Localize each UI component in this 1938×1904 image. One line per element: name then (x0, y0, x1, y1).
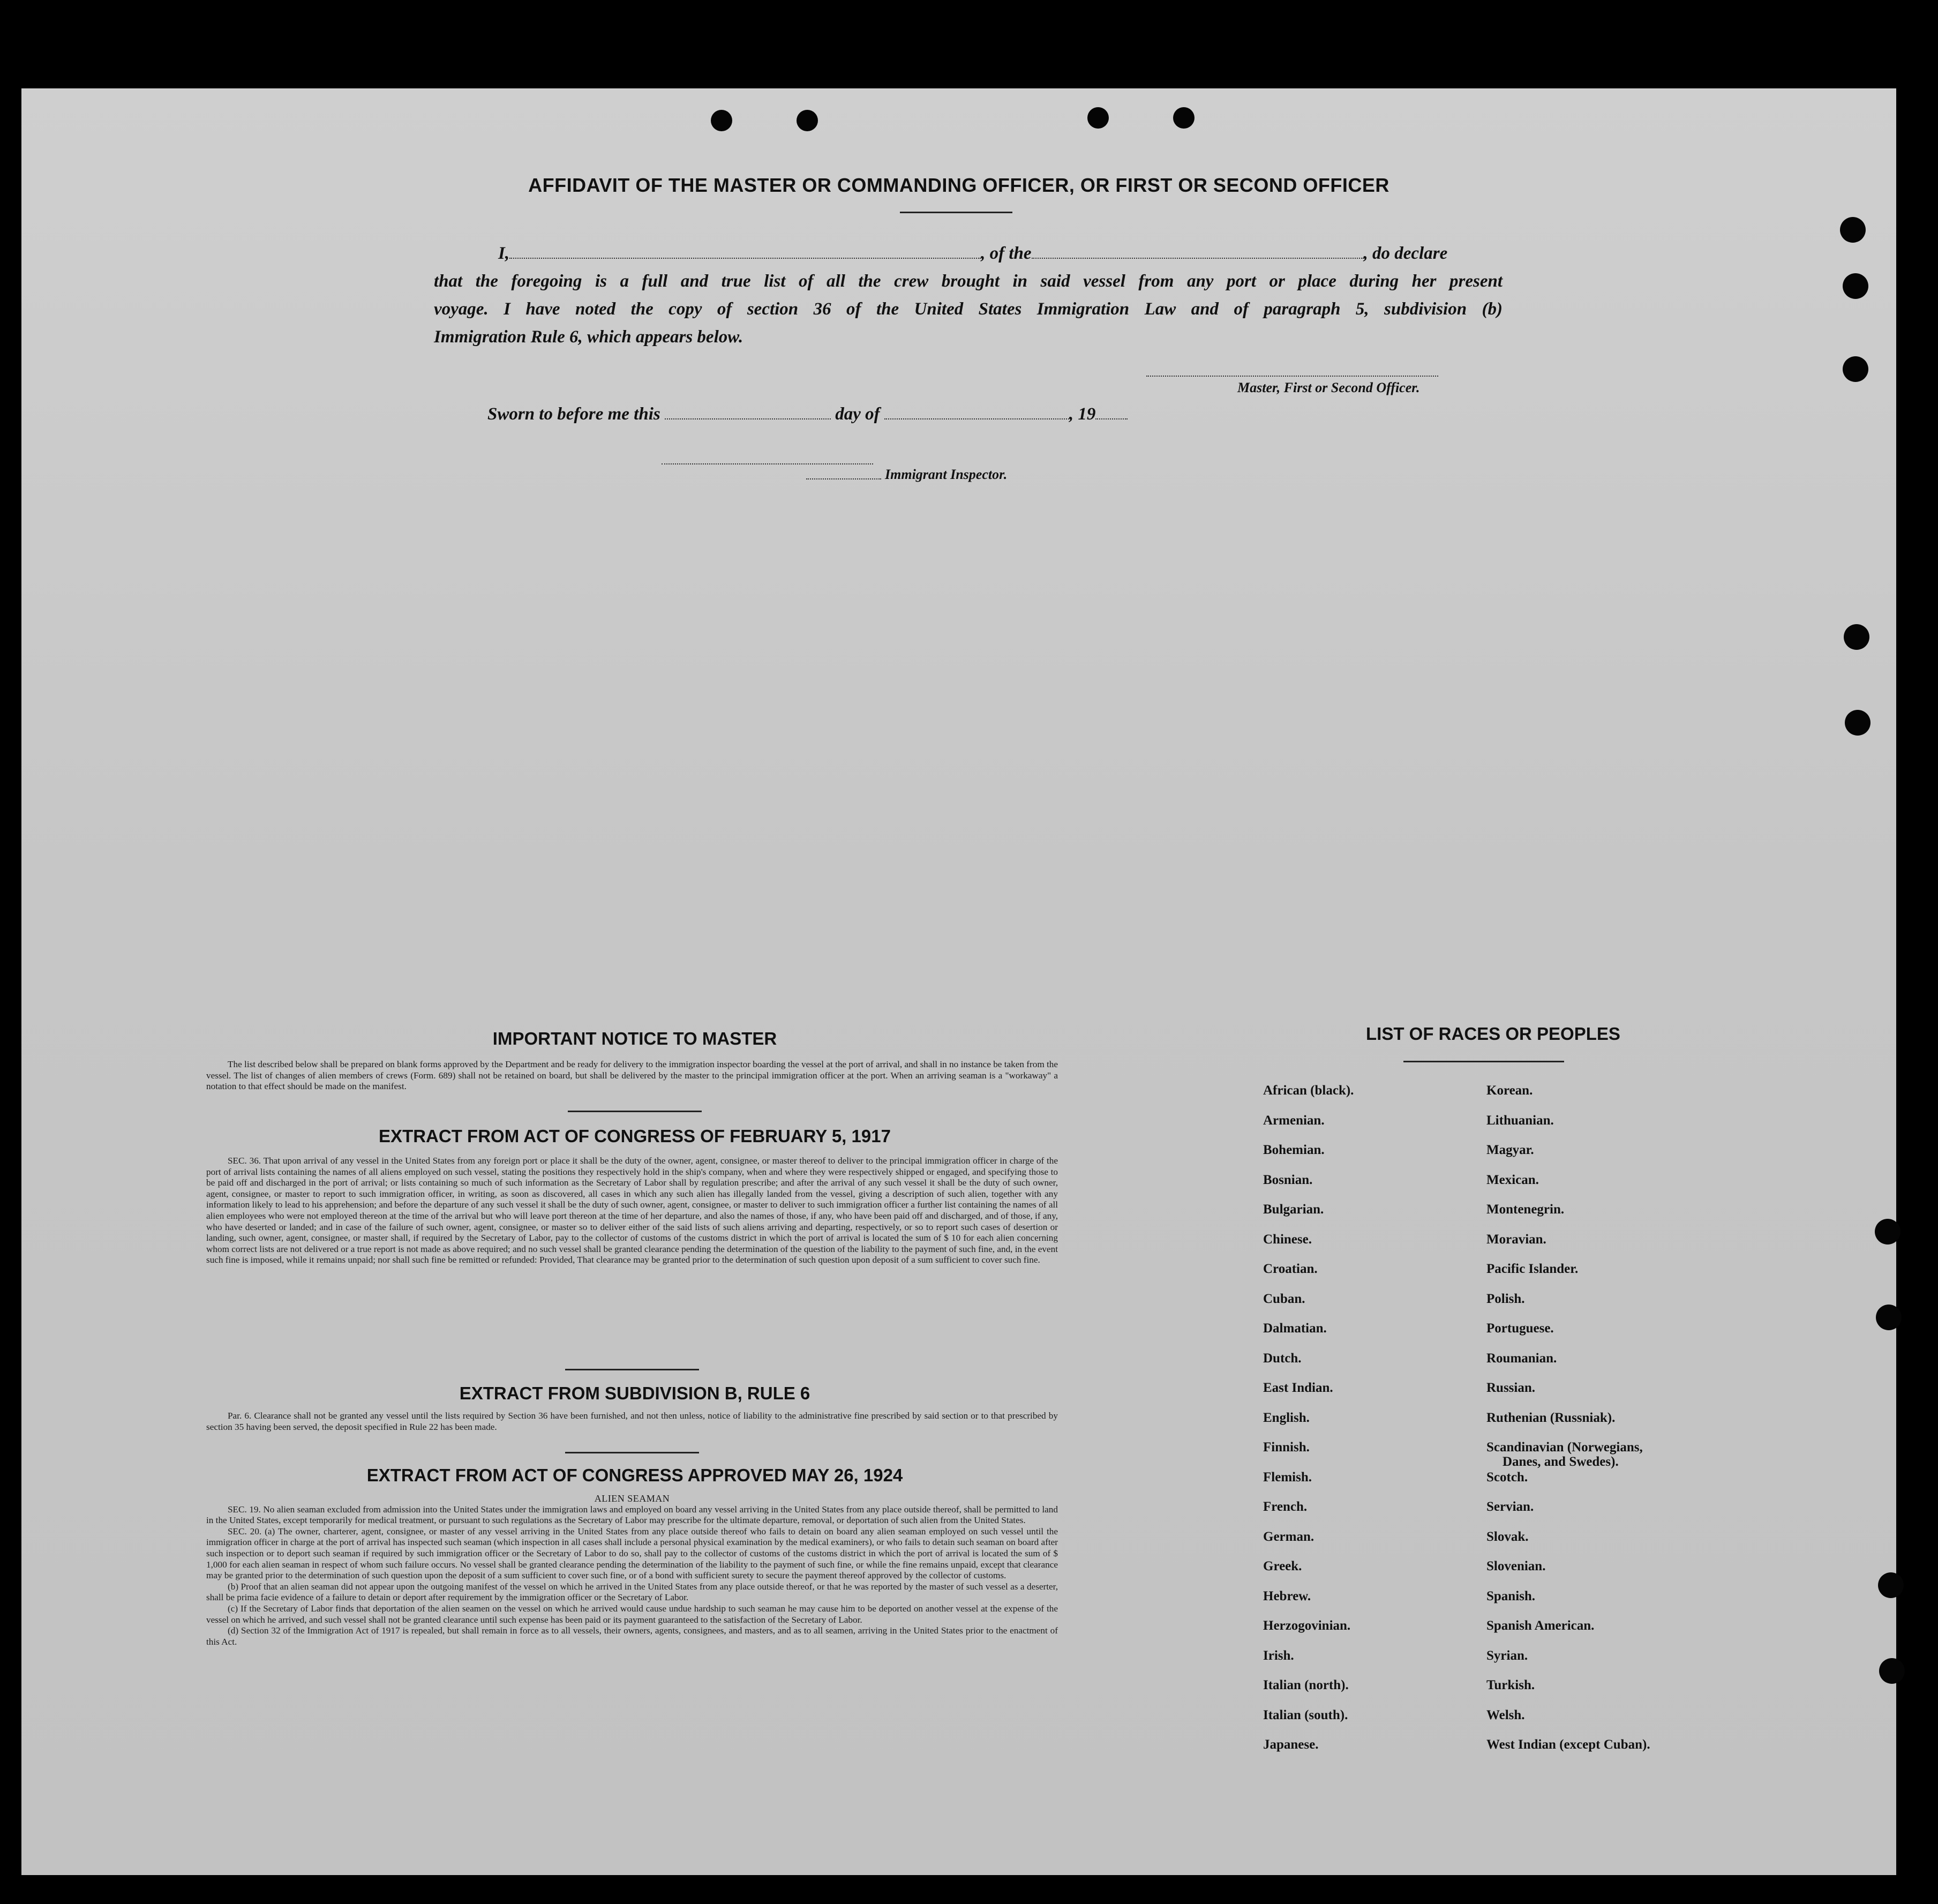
section-divider (565, 1369, 699, 1370)
race-item: Cuban. (1263, 1291, 1305, 1306)
race-item: Greek. (1263, 1559, 1302, 1573)
sworn-month-field[interactable] (884, 404, 1069, 419)
race-item: Turkish. (1486, 1678, 1535, 1692)
race-item: Irish. (1263, 1648, 1294, 1663)
extract-rule6-title: EXTRACT FROM SUBDIVISION B, RULE 6 (459, 1383, 810, 1403)
punch-hole (1840, 217, 1866, 243)
races-title: LIST OF RACES OR PEOPLES (1366, 1024, 1620, 1044)
extract-1917-text: SEC. 36. That upon arrival of any vessel in the United States from any foreign port or place it shall be the duty of the owner, agent, consignee, or master thereof to deliver to the principal immigration officer in charge of the port of arrival lists containing the names of all aliens employed on such vessel, stating the positions they respectively hold in the ship's company, when and where they were respectively shipped or engaged, and specifying those to be paid off and discharged in the port of arrival; or lists containing so much of such information as the Secretary of Labor shall by regulation prescribe; and after the arrival of any such vessel it shall be the duty of such owner, agent, consignee, or master to report to such immigration officer, in writing, as soon as discovered, all cases in which any such alien has illegally landed from the vessel, giving a description of such alien, together with any information likely to lead to his apprehension; and before the departure of any such vessel it shall be the duty of such owner, agent, consignee, or master to deliver to such immigration officer a further list containing the names of all alien employees who were not employed thereon at the time of the arrival but who will leave port thereon at the time of her departure, and also the names of those, if any, who have been paid off and discharged, and of those, if any, who have deserted or landed; and in case of the failure of such owner, agent, consignee, or master so to deliver either of the said lists of such aliens arriving and departing, respectively, or so to report such cases of desertion or landing, such owner, agent, consignee, or master shall, if required by the Secretary of Labor, pay to the collector of customs of the customs district in which the port of arrival is located the sum of $ 10 for each alien concerning whom correct lists are not delivered or a true report is not made as above required; and no such vessel shall be granted clearance pending the determination of the question of the liability to the payment of such fine, and, in the event such fine is imposed, while it remains unpaid; nor shall such fine be remitted or refunded: Provided, That clearance may be granted prior to the determination of such question upon deposit of a sum sufficient to cover such fine. (206, 1156, 1058, 1265)
extract-1924-paragraph: (d) Section 32 of the Immigration Act of 1917 is repealed, but shall remain in force as to all vessels, their owners, agents, consignees, and masters, and as to all seamen, arriving in the United States prior to the enactment of this Act. (206, 1625, 1058, 1647)
race-item: Syrian. (1486, 1648, 1528, 1663)
punch-hole (1879, 1658, 1905, 1684)
sworn-day-field[interactable] (665, 404, 831, 419)
punch-hole (1843, 273, 1868, 299)
inspector-caption-leader (806, 478, 881, 479)
affidavit-line-4: Immigration Rule 6, which appears below. (434, 327, 743, 347)
race-item: Welsh. (1486, 1707, 1525, 1722)
race-item: West Indian (except Cuban). (1486, 1737, 1650, 1752)
vessel-field[interactable] (1032, 244, 1364, 259)
race-item: Italian (north). (1263, 1678, 1349, 1692)
extract-1924-subtitle: ALIEN SEAMAN (594, 1493, 670, 1504)
extract-1924-paragraph: (b) Proof that an alien seaman did not appear upon the outgoing manifest of the vessel on which he arrived in the United States from any place outside thereof, or that he was reported by the master of such vessel as a deserter, shall be prima facie evidence of a failure to detain or deport after requirement by the immigration officer or the Secretary of Labor. (206, 1581, 1058, 1603)
punch-hole (797, 110, 818, 131)
race-item: Japanese. (1263, 1737, 1319, 1752)
race-item: Italian (south). (1263, 1707, 1348, 1722)
race-item: Finnish. (1263, 1440, 1310, 1455)
race-item: Mexican. (1486, 1172, 1539, 1187)
race-item: Chinese. (1263, 1232, 1312, 1247)
race-item: Moravian. (1486, 1232, 1546, 1247)
race-item: Polish. (1486, 1291, 1525, 1306)
race-item: Croatian. (1263, 1262, 1318, 1276)
master-caption: Master, First or Second Officer. (1237, 380, 1420, 395)
section-divider (565, 1452, 699, 1453)
sworn-year-field[interactable] (1095, 404, 1128, 419)
punch-hole (1876, 1305, 1902, 1330)
punch-hole (1875, 1219, 1901, 1245)
race-item: Montenegrin. (1486, 1202, 1565, 1217)
race-item: French. (1263, 1500, 1308, 1514)
race-item: Spanish American. (1486, 1618, 1595, 1633)
affidavit-line-1: I, , of the , do declare (498, 244, 1448, 263)
race-item: Dutch. (1263, 1351, 1302, 1366)
race-item: English. (1263, 1410, 1310, 1425)
race-item: Spanish. (1486, 1588, 1536, 1603)
race-item: Magyar. (1486, 1143, 1534, 1157)
inspector-caption: Immigrant Inspector. (885, 467, 1008, 482)
race-item: African (black). (1263, 1083, 1354, 1098)
race-item: Hebrew. (1263, 1588, 1311, 1603)
sworn-line: Sworn to before me this day of , 19 (487, 404, 1237, 424)
race-item: Slovenian. (1486, 1559, 1546, 1573)
race-item: Danes, and Swedes). (1503, 1455, 1619, 1469)
race-item: Russian. (1486, 1381, 1536, 1395)
punch-hole (711, 110, 732, 131)
extract-1924-text (206, 1493, 1058, 1647)
affidavit-title: AFFIDAVIT OF THE MASTER OR COMMANDING OFFICER, OR FIRST OR SECOND OFFICER (528, 174, 1389, 196)
extract-1917-title: EXTRACT FROM ACT OF CONGRESS OF FEBRUARY 5, 1917 (379, 1126, 891, 1146)
affidavit-line-3: voyage. I have noted the copy of section 36 of the United States Immigration Law and of paragraph 5, subdivision (b) (434, 299, 1503, 319)
race-item: Pacific Islander. (1486, 1262, 1579, 1276)
affidavit-line-2: that the foregoing is a full and true list of all the crew brought in said vessel from any port or place during her present (434, 272, 1503, 291)
race-item: Bosnian. (1263, 1172, 1313, 1187)
inspector-signature-line[interactable] (662, 463, 873, 464)
race-item: Ruthenian (Russniak). (1486, 1410, 1616, 1425)
punch-hole (1087, 107, 1109, 129)
extract-1924-paragraph: (c) If the Secretary of Labor finds that deportation of the alien seamen on the vessel on which he arrived would cause undue hardship to such seaman he may cause him to be deported on another vessel at the expense of the vessel on which he arrived, and such vessel shall not be granted clearance until such expense has been paid or its payment guaranteed to the satisfaction of the Secretary of Labor. (206, 1603, 1058, 1625)
punch-hole (1844, 624, 1869, 650)
race-item: Servian. (1486, 1500, 1534, 1514)
form-page (21, 88, 1896, 1875)
race-item: Korean. (1486, 1083, 1533, 1098)
race-item: East Indian. (1263, 1381, 1333, 1395)
notice-title: IMPORTANT NOTICE TO MASTER (492, 1029, 777, 1048)
punch-hole (1878, 1572, 1904, 1598)
race-item: Scandinavian (Norwegians, (1486, 1440, 1643, 1455)
race-item: Lithuanian. (1486, 1113, 1554, 1128)
master-signature-line[interactable] (1146, 376, 1438, 377)
race-item: Herzogovinian. (1263, 1618, 1351, 1633)
notice-text: The list described below shall be prepared on blank forms approved by the Department and be ready for delivery to the immigration inspector boarding the vessel at the port of arrival, and shall in no instance be taken from the vessel. The list of changes of alien members of crews (Form. 689) shall not be retained on board, but shall be delivered by the master to the principal immigration officer at the port. When an arriving seaman is a "workaway" a notation to that effect should be made on the manifest. (206, 1059, 1058, 1092)
race-item: Slovak. (1486, 1529, 1529, 1544)
race-item: Portuguese. (1486, 1321, 1554, 1336)
punch-hole (1843, 356, 1868, 382)
name-field[interactable] (509, 244, 981, 259)
race-item: Armenian. (1263, 1113, 1325, 1128)
extract-1924-paragraph: SEC. 19. No alien seaman excluded from admission into the United States under the immigration laws and employed on board any vessel arriving in the United States from any place outside thereof, shall be permitted to land in the United States, except temporarily for medical treatment, or pursuant to such regulations as the Secretary of Labor may prescribe for the ultimate departure, removal, or deportation of such alien from the United States. (206, 1504, 1058, 1526)
races-divider (1403, 1061, 1564, 1062)
punch-hole (1845, 710, 1871, 736)
race-item: Scotch. (1486, 1470, 1528, 1485)
title-divider (900, 212, 1012, 213)
race-item: Flemish. (1263, 1470, 1312, 1485)
extract-1924-title: EXTRACT FROM ACT OF CONGRESS APPROVED MAY 26, 1924 (366, 1465, 903, 1485)
race-item: Dalmatian. (1263, 1321, 1327, 1336)
extract-rule6-text: Par. 6. Clearance shall not be granted any vessel until the lists required by Section 36 have been furnished, and not then unless, notice of liability to the administrative fine prescribed by said section or to that prescribed by section 35 having been served, the deposit specified in Rule 22 has been made. (206, 1411, 1058, 1432)
extract-1924-paragraph: SEC. 20. (a) The owner, charterer, agent, consignee, or master of any vessel arriving in the United States from any place outside thereof who fails to detain on board any alien seaman employed on such vessel until the immigration officer in charge at the port of arrival has inspected such seaman (which inspection in all cases shall include a personal physical examination by the medical examiners), or who fails to detain such seaman on board after such inspection or to deport such seaman if required by such immigration officer or the Secretary of Labor to do so, shall pay to the collector of customs of the customs district in which the port of arrival is located the sum of $ 1,000 for each alien seaman in respect of whom such failure occurs. No vessel shall be granted clearance pending the determination of the liability to the payment of such fine, or while the fine remains unpaid, except that clearance may be granted prior to the determination of such question upon the deposit of a sum sufficient to cover such fine, or of a bond with sufficient surety to secure the payment thereof approved by the collector of customs. (206, 1526, 1058, 1581)
race-item: German. (1263, 1529, 1314, 1544)
race-item: Roumanian. (1486, 1351, 1557, 1366)
punch-hole (1173, 107, 1195, 129)
race-item: Bohemian. (1263, 1143, 1325, 1157)
section-divider (568, 1111, 702, 1112)
race-item: Bulgarian. (1263, 1202, 1324, 1217)
